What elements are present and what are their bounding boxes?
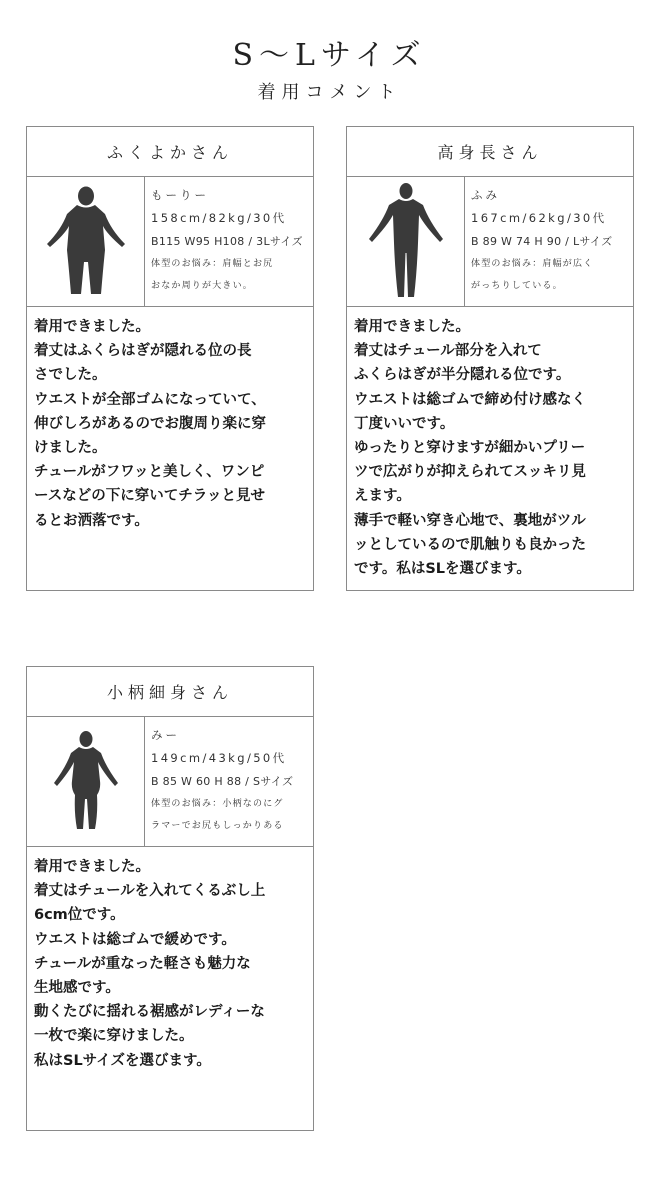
model-card-petite — [26, 666, 314, 1131]
silhouette-tall-icon — [361, 181, 451, 301]
model-worry-line-2: ラマーでお尻もしっかりある — [151, 821, 284, 831]
page-subtitle: 着用コメント — [257, 82, 402, 103]
model-info — [27, 716, 313, 847]
model-worry-line-1: 体型のお悩み：小柄なのにグ — [151, 799, 284, 809]
model-card-plus-size — [26, 126, 314, 591]
model-measurements: B 89 W 74 H 90 / Lサイズ — [471, 235, 613, 248]
model-info — [347, 176, 633, 307]
model-stats: 149cm/43kg/50代 — [151, 751, 287, 765]
wear-comment: 着用できました。 着丈はチュール部分を入れて ふくらはぎが半分隠れる位です。 ウエストは総ゴムで締め付け感なく 丁度いいです。 ゆったりと穿けますが細かいプリー ツで広がりが抑えられてスッキリ見 えます。 薄手で軽い穿き心地で、裏地がツル ッとしているので肌触りも良かった です。私はSLを選びます。 — [354, 319, 586, 578]
model-worry-line-2: がっちりしている。 — [471, 281, 563, 291]
model-details — [151, 724, 311, 837]
model-card-tall — [346, 126, 634, 591]
model-stats: 167cm/62kg/30代 — [471, 211, 607, 225]
card-type-heading: 高身長さん — [347, 127, 633, 177]
card-type-heading: 小柄細身さん — [27, 667, 313, 717]
model-worry-line-1: 体型のお悩み：肩幅が広く — [471, 259, 594, 269]
card-type-heading: ふくよかさん — [27, 127, 313, 177]
page-title: S～Lサイズ — [232, 38, 427, 73]
model-stats: 158cm/82kg/30代 — [151, 211, 287, 225]
model-worry-line-2: おなか周りが大きい。 — [151, 281, 254, 291]
model-worry-line-1: 体型のお悩み：肩幅とお尻 — [151, 259, 274, 269]
model-name: もーりー — [151, 188, 209, 202]
model-details — [151, 184, 311, 297]
silhouette-petite-icon — [46, 729, 126, 834]
model-name: みー — [151, 728, 180, 742]
model-details — [471, 184, 631, 297]
model-measurements: B115 W95 H108 / 3Lサイズ — [151, 235, 303, 248]
body-silhouette-image — [347, 176, 465, 306]
wear-comment: 着用できました。 着丈はふくらはぎが隠れる位の長 さでした。 ウエストが全部ゴムになっていて、 伸びしろがあるのでお腹周り楽に穿 けました。 チュールがフワッと美しく、ワンピ ースなどの下に穿いてチラッと見せ るとお洒落です。 — [34, 319, 266, 529]
model-name: ふみ — [471, 188, 500, 202]
silhouette-plus-size-icon — [41, 184, 131, 299]
model-measurements: B 85 W 60 H 88 / Sサイズ — [151, 775, 294, 788]
body-silhouette-image — [27, 176, 145, 306]
wear-comment: 着用できました。 着丈はチュールを入れてくるぶし上 6cm位です。 ウエストは総ゴムで緩めです。 チュールが重なった軽さも魅力な 生地感です。 動くたびに揺れる裾感がレディーな 一枚で楽に穿けました。 私はSLサイズを選びます。 — [34, 859, 266, 1069]
model-info — [27, 176, 313, 307]
body-silhouette-image — [27, 716, 145, 846]
